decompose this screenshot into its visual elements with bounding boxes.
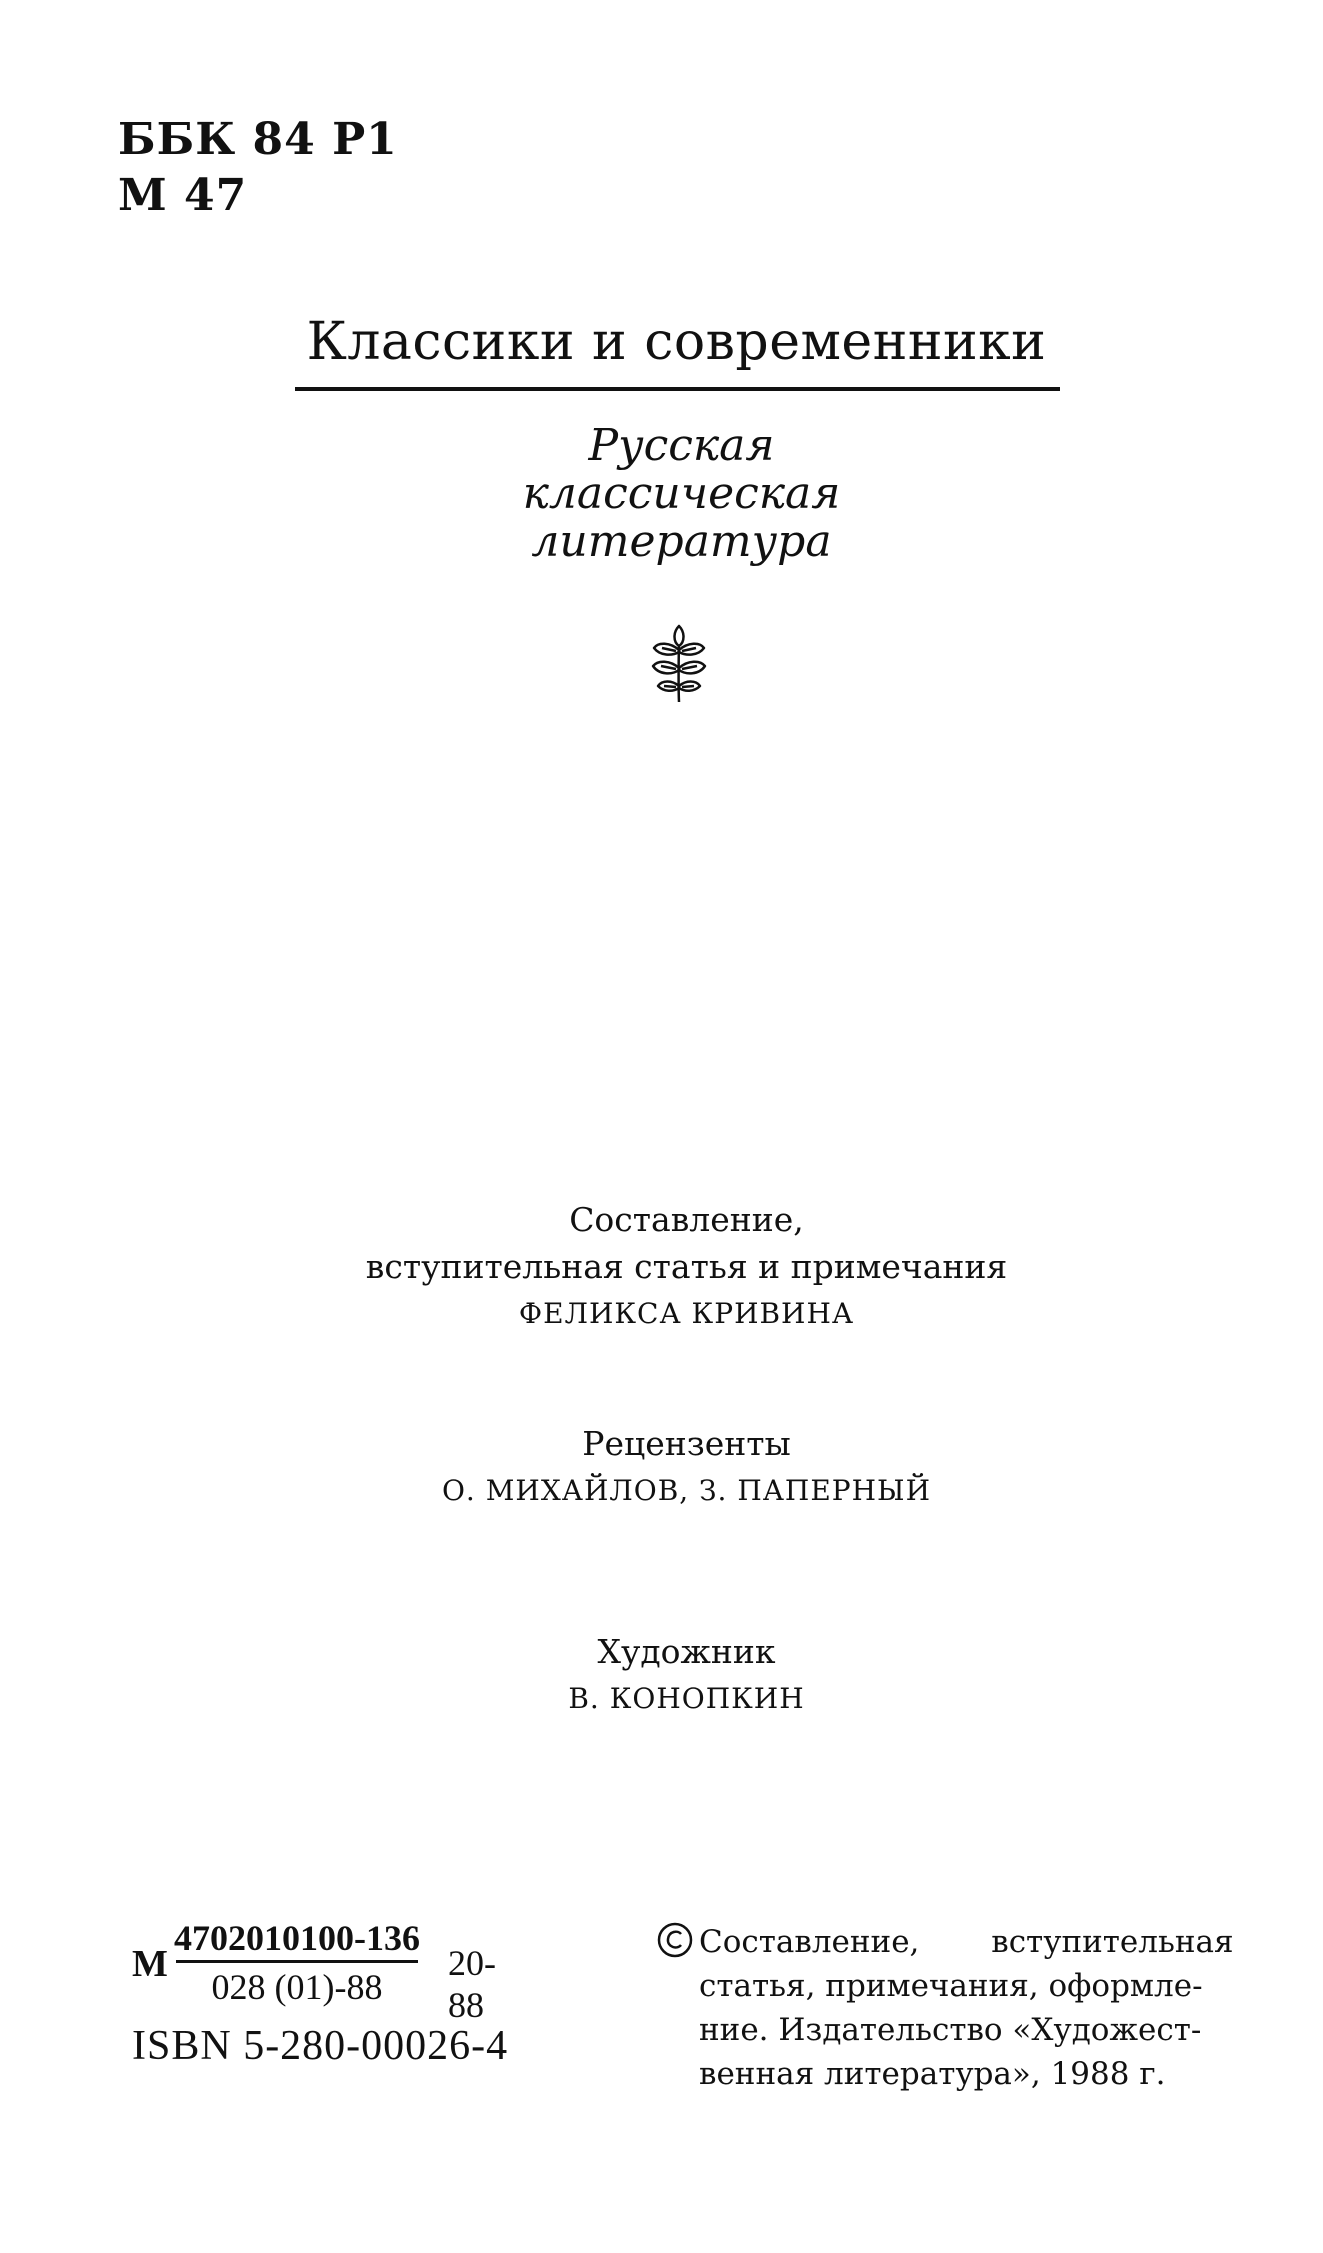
- leaf-sprig-icon: [648, 620, 710, 704]
- compiler-block: [0, 1196, 1323, 1337]
- price-code: 20-88: [448, 1943, 496, 2025]
- series-subtitle: [0, 422, 1323, 566]
- reviewers-names: О. МИХАЙЛОВ, З. ПАПЕРНЫЙ: [441, 1474, 932, 1507]
- subtitle-line: Русская: [588, 420, 775, 471]
- catalog-letter: М: [132, 1943, 168, 1985]
- bbk-code: ББК 84 Р1: [118, 114, 398, 165]
- copyright-line: ние. Издательство «Художест-: [699, 2012, 1202, 2048]
- copyright-line: статья, примечания, оформле-: [699, 1968, 1203, 2004]
- series-title: Классики и современники: [306, 312, 1047, 372]
- author-mark: М 47: [118, 170, 248, 221]
- catalog-denominator: 028 (01)-88: [211, 1967, 383, 2007]
- reviewers-label: Рецензенты: [582, 1424, 791, 1463]
- artist-block: [0, 1628, 1323, 1722]
- copyright-notice: [655, 1920, 1245, 2096]
- series-rule: [295, 387, 1060, 391]
- subtitle-line: классическая: [522, 468, 841, 519]
- copyright-icon: [655, 1920, 699, 1964]
- artist-label: Художник: [597, 1632, 776, 1671]
- catalog-fraction: [172, 1918, 422, 2007]
- compiler-line: вступительная статья и примечания: [365, 1247, 1008, 1286]
- compiler-line: Составление,: [569, 1200, 804, 1239]
- subtitle-line: литература: [531, 516, 832, 567]
- copyright-line: [655, 1920, 1245, 1964]
- compiler-name: ФЕЛИКСА КРИВИНА: [518, 1297, 855, 1330]
- catalog-numerator: 4702010100-136: [174, 1918, 420, 1958]
- isbn: ISBN 5-280-00026-4: [132, 2023, 509, 2069]
- copyright-text: Составление, вступительная: [699, 1924, 1234, 1960]
- copyright-line: венная литература», 1988 г.: [699, 2056, 1166, 2092]
- catalog-codes: [118, 112, 398, 224]
- fraction-bar: [176, 1960, 418, 1963]
- reviewers-block: [0, 1420, 1323, 1514]
- artist-name: В. КОНОПКИН: [568, 1682, 805, 1715]
